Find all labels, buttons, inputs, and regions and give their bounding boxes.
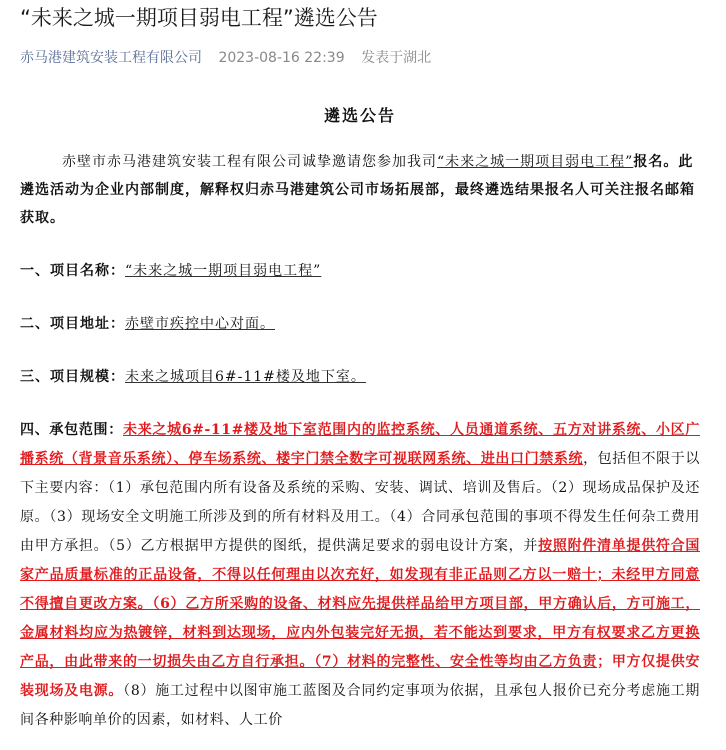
project-scale-value: 未来之城项目6#-11#楼及地下室。 <box>125 369 366 385</box>
intro-paragraph <box>20 148 700 232</box>
scope-text-1: ，包括但不限于以下主要内容：（1）承包范围内所有设备及系统的采购、安装、调试、培训及售后。（2）现场成品保护及还原。（3）现场安全文明施工所涉及到的所有材料及用工。（4）合同承包范围的事项不得发生任何杂工费用由甲方承担。（5）乙方根据甲方提供的图纸，提供满足要求的弱电设计方案，并 <box>20 451 700 554</box>
intro-text-a: 赤壁市赤马港建筑安装工程有限公司诚挚邀请您参加我司 <box>62 154 437 170</box>
intro-text-c: 报名。此遴选活动为企业内部制度，解释权归赤马港建筑公司市场拓展部，最终遴选结果报名人可关注报名邮箱获取。 <box>20 154 695 226</box>
project-name-row <box>20 257 700 285</box>
project-scale-row <box>20 363 700 391</box>
author-link[interactable]: 赤马港建筑安装工程有限公司 <box>20 50 202 66</box>
scope-requirements-highlight: 按照附件清单提供符合国家产品质量标准的正品设备，不得以任何理由以次充好，如发现有非正品则乙方以一赔十；未经甲方同意不得擅自更改方案。（6）乙方所采购的设备、材料应先提供样品给甲方项目部，甲方确认后，方可施工，金属材料均应为热镀锌，材料到达现场，应内外包装完好无损，若不能达到要求，甲方有权要求乙方更换产品，由此带来的一切损失由乙方自行承担。（7）材料的完整性、安全性等均由乙方负责 <box>20 538 700 670</box>
project-address-label: 二、项目地址： <box>20 316 125 332</box>
scope-text-2: （8）施工过程中以图审施工蓝图及合同约定事项为依据，且承包人报价已充分考虑施工期间各种影响单价的因素，如材料、人工价 <box>20 683 701 728</box>
scope-paragraph <box>20 416 700 735</box>
intro-project-name: “未来之城一期项目弱电工程” <box>437 154 634 170</box>
scope-site-power-note: ；甲方仅提供安装现场及电源。 <box>20 654 700 699</box>
announcement-heading: 遴选公告 <box>323 106 396 125</box>
article-title: “未来之城一期项目弱电工程”遴选公告 <box>20 6 378 30</box>
publish-date: 2023-08-16 22:39 <box>218 50 345 66</box>
announcement-body <box>20 96 700 735</box>
project-address-value: 赤壁市疾控中心对面。 <box>125 316 275 332</box>
project-name-value: “未来之城一期项目弱电工程” <box>125 263 322 279</box>
project-name-label: 一、项目名称： <box>20 263 125 279</box>
scope-systems-highlight: 未来之城6#-11#楼及地下室范围内的监控系统、人员通道系统、五方对讲系统、小区广播系统（背景音乐系统）、停车场系统、楼宇门禁全数字可视联网系统、进出口门禁系统 <box>20 422 700 467</box>
publish-location: 发表于湖北 <box>361 50 432 66</box>
project-address-row <box>20 310 700 338</box>
scope-label: 四、承包范围： <box>20 422 123 438</box>
article-meta <box>20 47 431 67</box>
project-scale-label: 三、项目规模： <box>20 369 125 385</box>
